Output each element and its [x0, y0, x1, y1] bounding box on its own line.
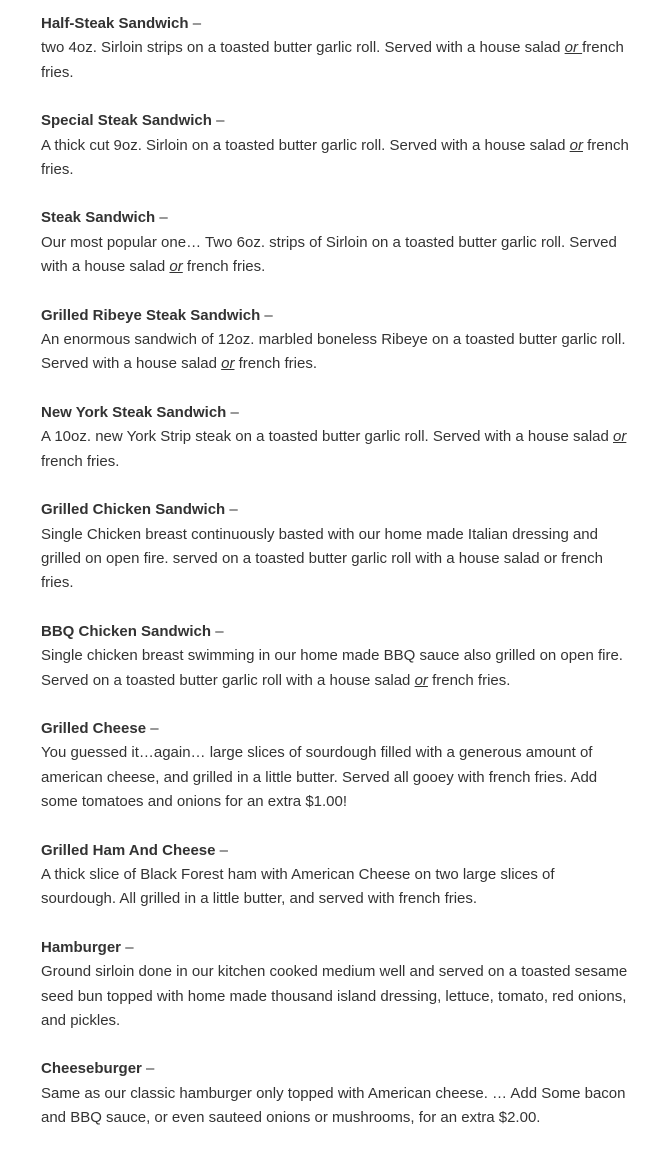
description-text: Single Chicken breast continuously basted with our home made Italian dressing and grilled on open fire. served on a toasted butter garlic roll with a house salad or french fries. [41, 525, 603, 592]
item-description [41, 1082, 631, 1131]
menu-item-grilled-cheese [41, 717, 631, 815]
or-word: or [569, 136, 583, 154]
item-description [41, 231, 631, 280]
item-dash: – [192, 15, 202, 32]
item-name: BBQ Chicken Sandwich [41, 622, 212, 640]
item-name: Grilled Cheese [41, 719, 147, 737]
item-dash: – [146, 1060, 155, 1078]
item-dash: – [216, 112, 225, 130]
item-description [41, 134, 631, 183]
menu-item-cheeseburger [41, 1057, 631, 1130]
item-name: Grilled Ribeye Steak Sandwich [41, 306, 261, 324]
item-dash: – [229, 501, 238, 519]
description-text-end: french fries. [182, 258, 266, 276]
item-name: Special Steak Sandwich [41, 112, 212, 130]
menu-item-hamburger [41, 936, 631, 1034]
description-text: A 10oz. new York Strip steak on a toasted butter garlic roll. Served with a house salad [41, 428, 613, 446]
item-name: New York Steak Sandwich [41, 403, 227, 421]
description-text: A thick slice of Black Forest ham with American Cheese on two large slices of sourdough. All grilled in a little butter, and served with french fries. [41, 865, 555, 908]
menu-list [41, 12, 631, 1155]
item-dash: – [125, 938, 134, 956]
item-name: Hamburger [41, 938, 122, 956]
description-text: Same as our classic hamburger only topped with American cheese. … Add Some bacon and BBQ sauce, or even sauteed onions or mushrooms, for an extra $2.00. [41, 1084, 626, 1127]
or-word: or [221, 355, 235, 373]
item-dash: – [264, 306, 273, 324]
or-word: or [414, 671, 428, 689]
item-dash: – [150, 719, 159, 737]
item-name: Half-Steak Sandwich [41, 15, 189, 32]
description-text-end: french fries. [41, 452, 120, 470]
description-text: Ground sirloin done in our kitchen cooked medium well and served on a toasted sesame seed bun topped with home made thousand island dressing, lettuce, tomato, red onions, and pickles. [41, 963, 628, 1029]
item-name: Cheeseburger [41, 1060, 142, 1078]
item-description [41, 523, 631, 596]
item-description [41, 863, 631, 912]
item-name: Grilled Chicken Sandwich [41, 501, 226, 519]
item-dash: – [159, 209, 168, 227]
description-text: Our most popular one… Two 6oz. strips of Sirloin on a toasted butter garlic roll. Served with a house salad [41, 233, 617, 276]
menu-item-bbq-chicken-sandwich [41, 620, 631, 693]
item-description [41, 644, 631, 693]
item-name: Grilled Ham And Cheese [41, 841, 216, 859]
item-dash: – [230, 403, 239, 421]
menu-item-steak-sandwich [41, 206, 631, 279]
description-text-end: french fries. [41, 39, 624, 81]
menu-item-special-steak-sandwich [41, 109, 631, 182]
description-text-end: french fries. [427, 671, 511, 689]
item-description [41, 741, 631, 814]
item-name: Steak Sandwich [41, 209, 156, 227]
or-word: or [169, 258, 183, 276]
item-description [41, 328, 631, 377]
menu-item-new-york-steak-sandwich [41, 401, 631, 474]
item-description [41, 960, 631, 1033]
menu-item-grilled-ribeye-steak-sandwich [41, 304, 631, 377]
or-word: or [564, 39, 583, 57]
menu-item-half-steak-sandwich [41, 12, 631, 85]
description-text: You guessed it…again… large slices of sourdough filled with a generous amount of american cheese, and grilled in a little butter. Served all gooey with french fries. Add some tomatoes and onions for an extra $1.00! [41, 744, 598, 811]
description-text-end: french fries. [41, 136, 629, 179]
item-dash: – [215, 622, 224, 640]
or-word: or [613, 428, 627, 446]
description-text: A thick cut 9oz. Sirloin on a toasted butter garlic roll. Served with a house salad [41, 136, 570, 154]
menu-item-grilled-chicken-sandwich [41, 498, 631, 596]
description-text: two 4oz. Sirloin strips on a toasted butter garlic roll. Served with a house salad [41, 39, 565, 57]
item-description [41, 425, 631, 474]
item-dash: – [219, 841, 229, 859]
description-text: Single chicken breast swimming in our home made BBQ sauce also grilled on open fire. Served on a toasted butter garlic roll with a house salad [41, 647, 623, 689]
menu-item-grilled-ham-and-cheese [41, 839, 631, 912]
description-text-end: french fries. [234, 355, 317, 373]
description-text: An enormous sandwich of 12oz. marbled boneless Ribeye on a toasted butter garlic roll. Served with a house salad [41, 331, 626, 373]
item-description [41, 36, 631, 85]
